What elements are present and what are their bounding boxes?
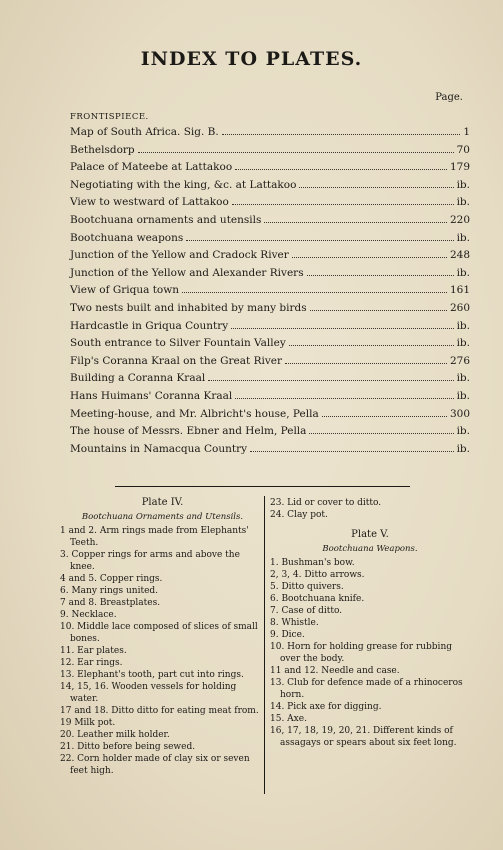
index-entry-title: Meeting-house, and Mr. Albricht's house, Pella xyxy=(70,407,319,420)
plate-list-item: 14. Pick axe for digging. xyxy=(270,702,382,712)
page-column-label: Page. xyxy=(435,92,463,103)
index-entry-page: ib. xyxy=(456,319,470,332)
plate-list-item: 4 and 5. Copper rings. xyxy=(60,574,163,584)
index-row xyxy=(70,284,470,302)
index-entry-page: 260 xyxy=(449,301,470,314)
plate-list-item: 12. Ear rings. xyxy=(60,658,123,668)
plate-list-item: 13. Elephant's tooth, part cut into rings. xyxy=(60,670,244,680)
plate-iv-subheading: Bootchuana Ornaments and Utensils. xyxy=(81,512,244,522)
index-row xyxy=(70,337,470,355)
plate-v-list xyxy=(270,557,470,749)
plate-list-item: 1. Bushman's bow. xyxy=(270,558,355,568)
index-row xyxy=(70,390,470,408)
index-row xyxy=(70,425,470,443)
index-entry-title: Bootchuana ornaments and utensils xyxy=(70,213,262,226)
frontispiece-label: FRONTISPIECE. xyxy=(70,112,149,122)
dot-leader xyxy=(208,380,453,381)
index-entry-title: Two nests built and inhabited by many birds xyxy=(70,301,307,314)
index-row xyxy=(70,355,470,373)
index-row xyxy=(70,267,470,285)
index-entry-title: South entrance to Silver Fountain Valley xyxy=(70,337,286,350)
dot-leader xyxy=(138,152,454,153)
dot-leader xyxy=(182,292,447,293)
index-entry-page: ib. xyxy=(456,337,470,350)
plate-list-item: 6. Many rings united. xyxy=(60,586,159,596)
dot-leader xyxy=(250,451,454,452)
index-entry-title: Map of South Africa. Sig. B. xyxy=(70,126,219,138)
plate-list-item: 17 and 18. Ditto ditto for eating meat from. xyxy=(60,706,259,716)
plate-list-item: 9. Dice. xyxy=(270,630,305,640)
section-divider xyxy=(115,486,410,487)
index-entry-page: 70 xyxy=(456,143,470,156)
plate-iv-column xyxy=(60,497,265,777)
index-row xyxy=(70,302,470,320)
index-entry-title: Bethelsdorp xyxy=(70,143,135,156)
index-entry-page: 276 xyxy=(449,354,470,367)
index-row xyxy=(70,144,470,162)
plate-list-item: 21. Ditto before being sewed. xyxy=(60,742,196,752)
index-entry-page: ib. xyxy=(456,425,470,438)
index-entry-title: Hans Huimans' Coranna Kraal xyxy=(70,389,233,402)
dot-leader xyxy=(309,433,453,434)
plate-list-item: 13. Club for defence made of a rhinoceros horn. xyxy=(270,678,463,700)
index-row xyxy=(70,126,470,144)
plate-iv-heading: Plate IV. xyxy=(141,497,184,508)
index-entry-page: 248 xyxy=(449,249,470,262)
index-entry-page: 179 xyxy=(449,161,470,174)
index-entry-page: ib. xyxy=(456,196,470,209)
plate-v-subheading: Bootchuana Weapons. xyxy=(322,544,418,554)
plate-list-item: 3. Copper rings for arms and above the knee. xyxy=(60,550,240,572)
index-entry-title: The house of Messrs. Ebner and Helm, Pella xyxy=(70,425,307,438)
index-entry-title: Bootchuana weapons xyxy=(70,231,184,244)
plate-list-item: 2, 3, 4. Ditto arrows. xyxy=(270,570,365,580)
plate-list-item: 1 and 2. Arm rings made from Elephants' Teeth. xyxy=(60,526,249,548)
dot-leader xyxy=(222,134,461,135)
index-entry-page: ib. xyxy=(456,178,470,191)
index-entry-title: Negotiating with the king, &c. at Lattakoo xyxy=(70,178,297,191)
plate-list-item: 6. Bootchuana knife. xyxy=(270,594,365,604)
plate-list-item: 7. Case of ditto. xyxy=(270,606,343,616)
page-title: INDEX TO PLATES. xyxy=(140,48,363,70)
dot-leader xyxy=(285,363,447,364)
index-row xyxy=(70,179,470,197)
plate-list-item: 5. Ditto quivers. xyxy=(270,582,344,592)
dot-leader xyxy=(232,204,454,205)
plate-list-item: 11 and 12. Needle and case. xyxy=(270,666,400,676)
plate-list-item: 15. Axe. xyxy=(270,714,307,724)
plate-list-item: 7 and 8. Breastplates. xyxy=(60,598,161,608)
dot-leader xyxy=(292,257,447,258)
index-entry-page: 300 xyxy=(449,407,470,420)
index-row xyxy=(70,408,470,426)
index-entry-title: Palace of Mateebe at Lattakoo xyxy=(70,161,233,174)
plate-v-heading: Plate V. xyxy=(351,529,389,540)
index-row xyxy=(70,196,470,214)
dot-leader xyxy=(235,398,453,399)
index-row xyxy=(70,372,470,390)
index-entry-title: Mountains in Namacqua Country xyxy=(70,442,248,455)
plates-index xyxy=(70,112,470,460)
plate-list-item: 14, 15, 16. Wooden vessels for holding water. xyxy=(60,682,237,704)
dot-leader xyxy=(307,275,454,276)
plate-list-item: 19 Milk pot. xyxy=(60,718,116,728)
dot-leader xyxy=(186,240,453,241)
index-entry-title: Hardcastle in Griqua Country xyxy=(70,319,229,332)
index-entry-page: ib. xyxy=(456,442,470,455)
dot-leader xyxy=(235,169,447,170)
index-entry-title: View of Griqua town xyxy=(70,284,179,297)
dot-leader xyxy=(299,187,453,188)
plate-list-item: 24. Clay pot. xyxy=(270,510,328,520)
index-entry-page: ib. xyxy=(456,372,470,385)
plate-list-item: 11. Ear plates. xyxy=(60,646,127,656)
index-row xyxy=(70,161,470,179)
index-rows xyxy=(70,126,470,460)
index-entry-page: ib. xyxy=(456,266,470,279)
index-entry-title: Junction of the Yellow and Alexander Rivers xyxy=(70,266,304,279)
index-entry-page: ib. xyxy=(456,231,470,244)
plate-iv-list xyxy=(60,525,265,777)
index-row xyxy=(70,320,470,338)
plate-list-item: 22. Corn holder made of clay six or seven feet high. xyxy=(60,754,250,776)
index-entry-page: 161 xyxy=(449,284,470,297)
dot-leader xyxy=(264,222,447,223)
index-entry-title: Building a Coranna Kraal xyxy=(70,372,206,385)
index-row xyxy=(70,249,470,267)
plate-list-item: 9. Necklace. xyxy=(60,610,117,620)
plate-list-item: 10. Horn for holding grease for rubbing over the body. xyxy=(270,642,452,664)
index-entry-title: Filp's Coranna Kraal on the Great River xyxy=(70,354,282,367)
dot-leader xyxy=(322,416,447,417)
index-entry-page: 1 xyxy=(463,126,470,138)
plate-list-item: 20. Leather milk holder. xyxy=(60,730,170,740)
dot-leader xyxy=(310,310,447,311)
index-entry-page: 220 xyxy=(449,213,470,226)
plate-iv-continued-list xyxy=(270,497,470,521)
index-entry-title: Junction of the Yellow and Cradock River xyxy=(70,249,289,262)
index-entry-page: ib. xyxy=(456,389,470,402)
plate-list-item: 23. Lid or cover to ditto. xyxy=(270,498,382,508)
plate-list-item: 10. Middle lace composed of slices of small bones. xyxy=(60,622,258,644)
plate-list-item: 16, 17, 18, 19, 20, 21. Different kinds of assagays or spears about six feet long. xyxy=(270,726,457,748)
index-row xyxy=(70,443,470,461)
plate-list-item: 8. Whistle. xyxy=(270,618,319,628)
dot-leader xyxy=(231,328,453,329)
dot-leader xyxy=(289,345,454,346)
plate-v-column xyxy=(270,497,470,749)
index-row xyxy=(70,232,470,250)
index-entry-title: View to westward of Lattakoo xyxy=(70,196,229,209)
index-row xyxy=(70,214,470,232)
